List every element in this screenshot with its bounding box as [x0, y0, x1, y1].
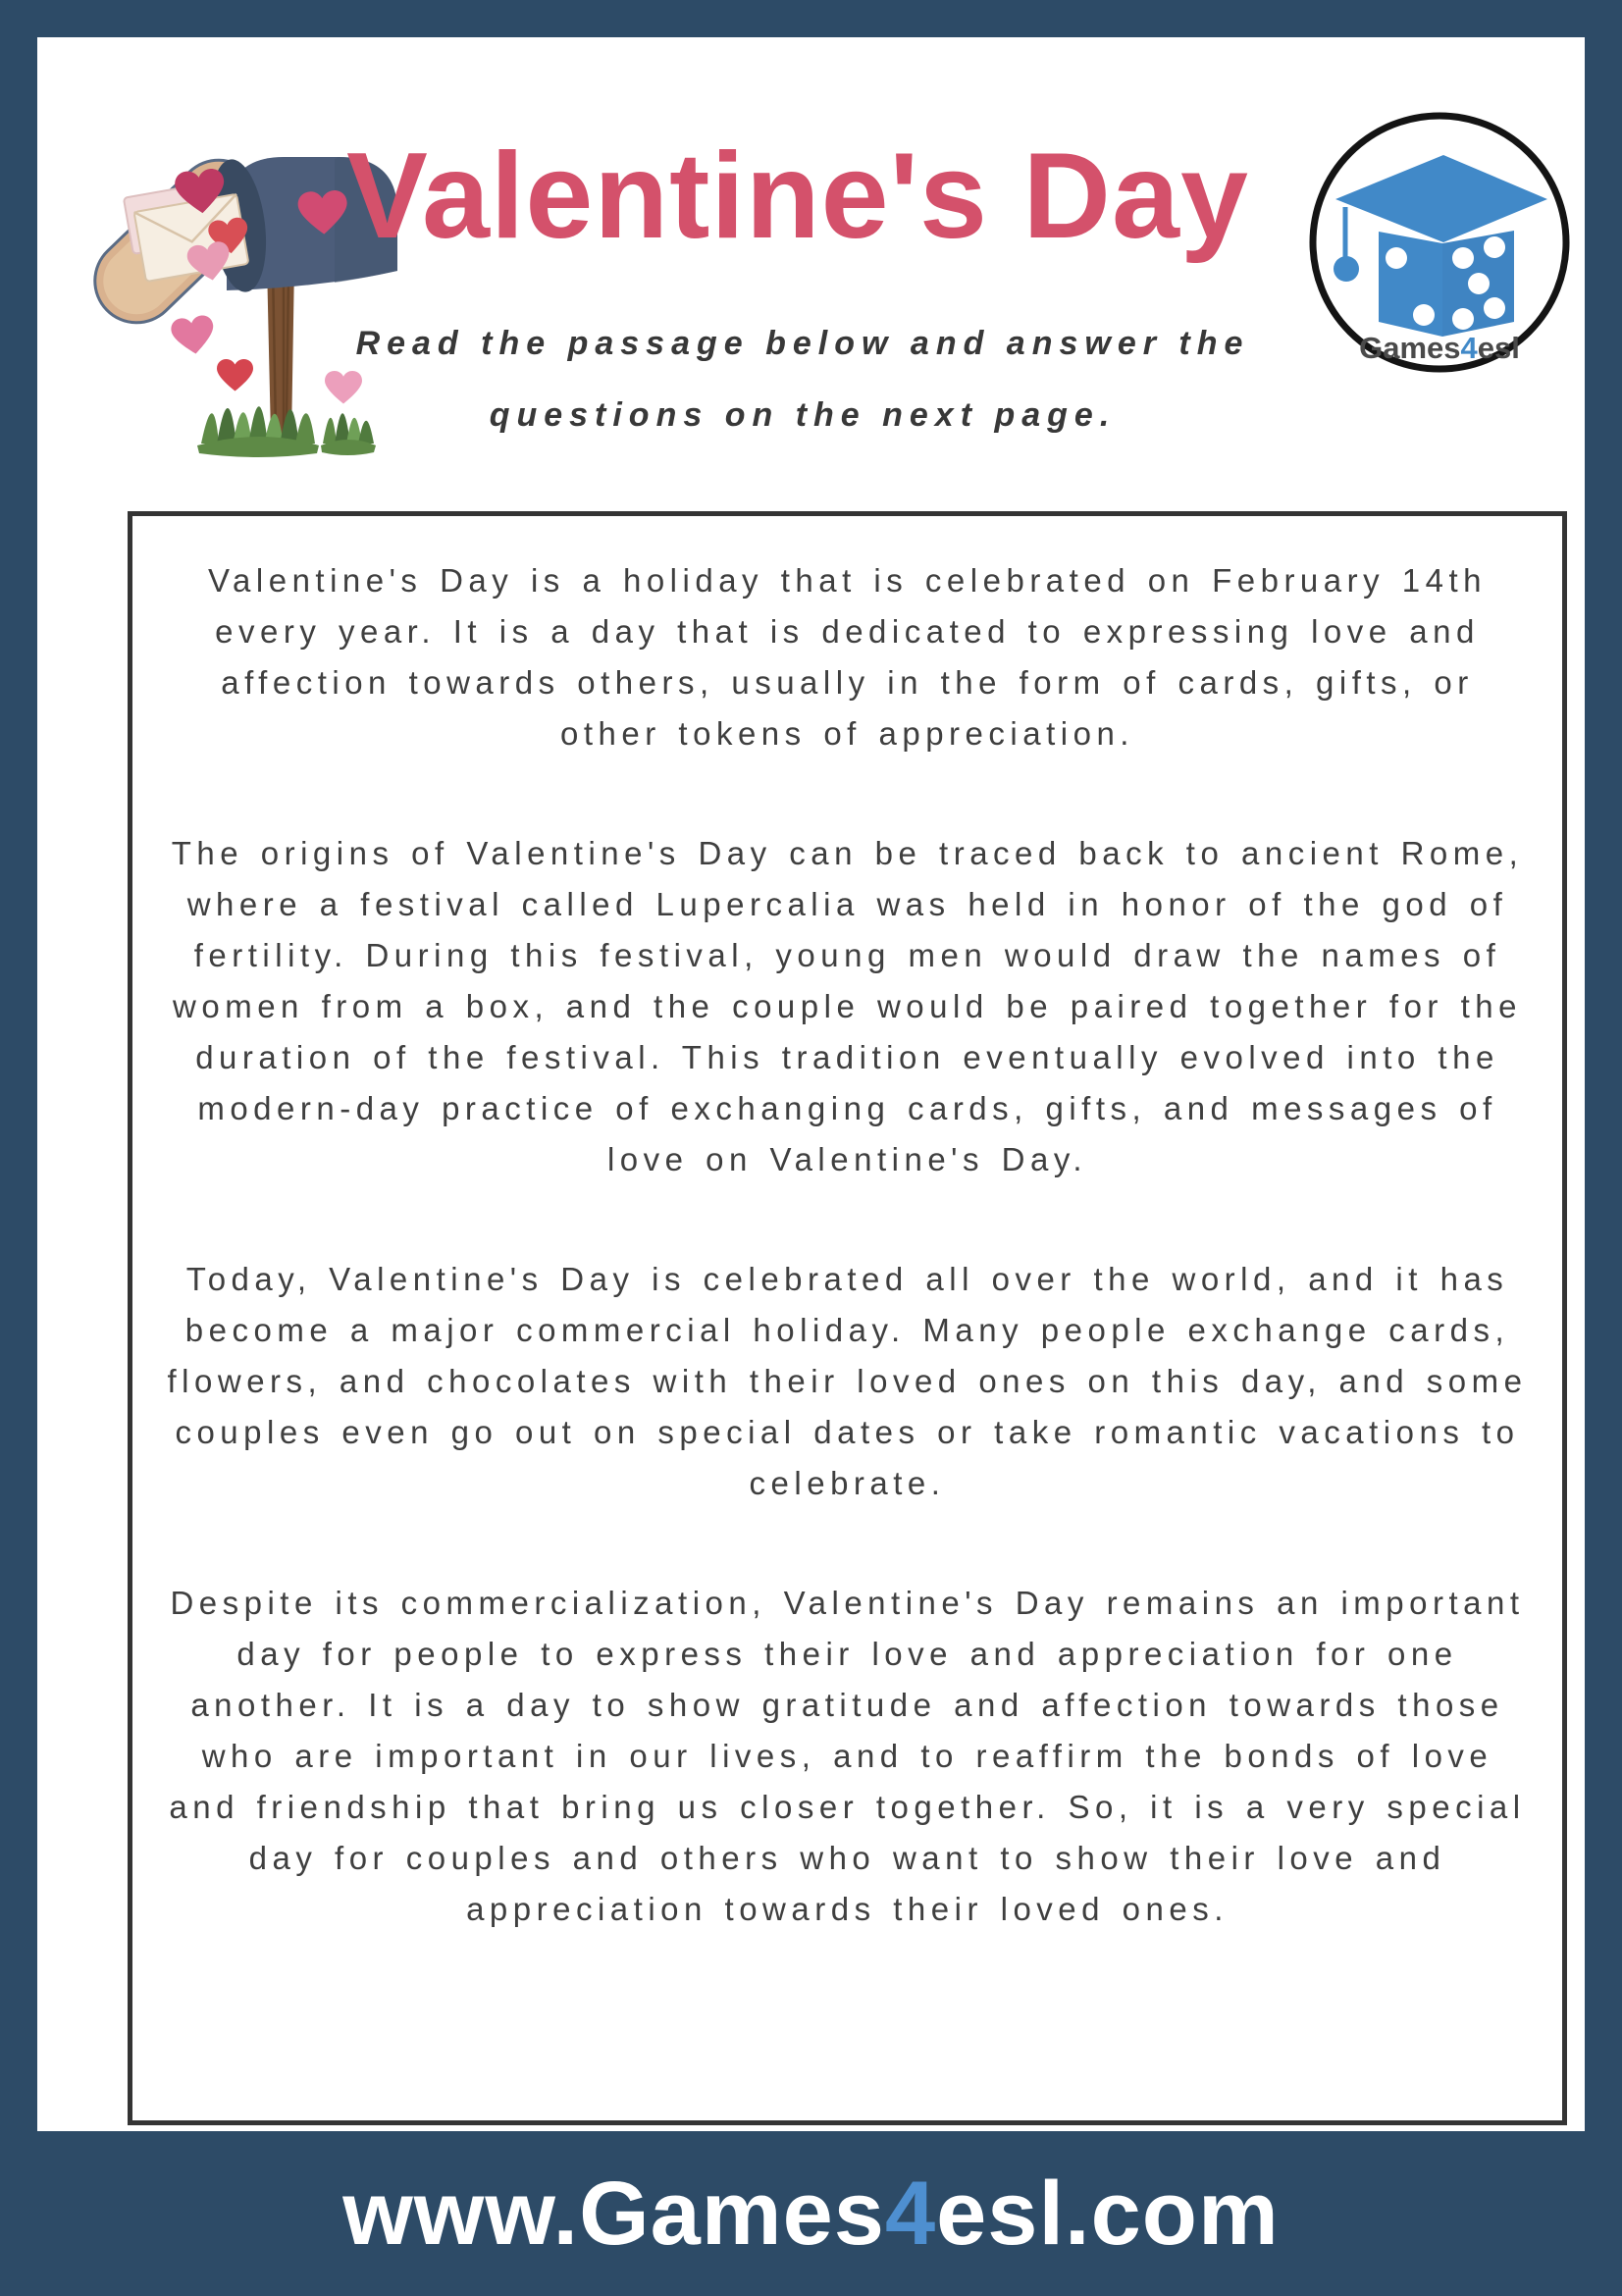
- passage-paragraph: Despite its commercialization, Valentine's Day remains an important day for people to express their love and appreciation for one another. It is a day to show gratitude and affection towards those who are important in our lives, and to reaffirm the bonds of love and friendship that bring us closer together. So, it is a very special day for couples and others who want to show their love and appreciation towards their loved ones.: [169, 1585, 1526, 1927]
- website-url-accent: 4: [884, 2163, 937, 2264]
- logo-text-prefix: Games: [1359, 331, 1461, 365]
- website-url: [342, 2163, 1280, 2266]
- footer-band: [0, 2131, 1622, 2296]
- worksheet-sheet: [37, 37, 1585, 2131]
- instructions-line-2: questions on the next page.: [489, 396, 1117, 434]
- passage-paragraph: Valentine's Day is a holiday that is celebrated on February 14th every year. It is a day that is dedicated to expressing love and affection towards others, usually in the form of cards, gifts, or other tokens of appreciation.: [207, 562, 1488, 752]
- heart-icon: [217, 359, 253, 391]
- logo-text-accent: 4: [1460, 331, 1478, 365]
- instructions-line-1: Read the passage below and answer the: [355, 325, 1250, 362]
- passage-box: [128, 511, 1567, 2125]
- logo-text-suffix: esl: [1477, 331, 1520, 365]
- website-url-prefix: www.Games: [342, 2163, 885, 2264]
- passage-paragraph: Today, Valentine's Day is celebrated all over the world, and it has become a major commercial holiday. Many people exchange cards, flowers, and chocolates with their loved ones on this day, and some couples even go out on special dates or take romantic vacations to celebrate.: [167, 1261, 1528, 1501]
- instructions: [273, 308, 1333, 451]
- page-title: Valentine's Day: [346, 129, 1249, 264]
- heart-icon: [170, 314, 217, 356]
- games4esl-logo: [1306, 109, 1573, 376]
- dice-icon: [1379, 231, 1514, 337]
- logo-wordmark: [1359, 331, 1520, 365]
- passage-paragraph: The origins of Valentine's Day can be traced back to ancient Rome, where a festival called Lupercalia was held in honor of the god of fertility. During this festival, young men would draw the names of women from a box, and the couple would be paired together for the duration of the festival. This tradition eventually evolved into the modern-day practice of exchanging cards, gifts, and messages of love on Valentine's Day.: [171, 835, 1524, 1177]
- website-url-suffix: esl.com: [936, 2163, 1280, 2264]
